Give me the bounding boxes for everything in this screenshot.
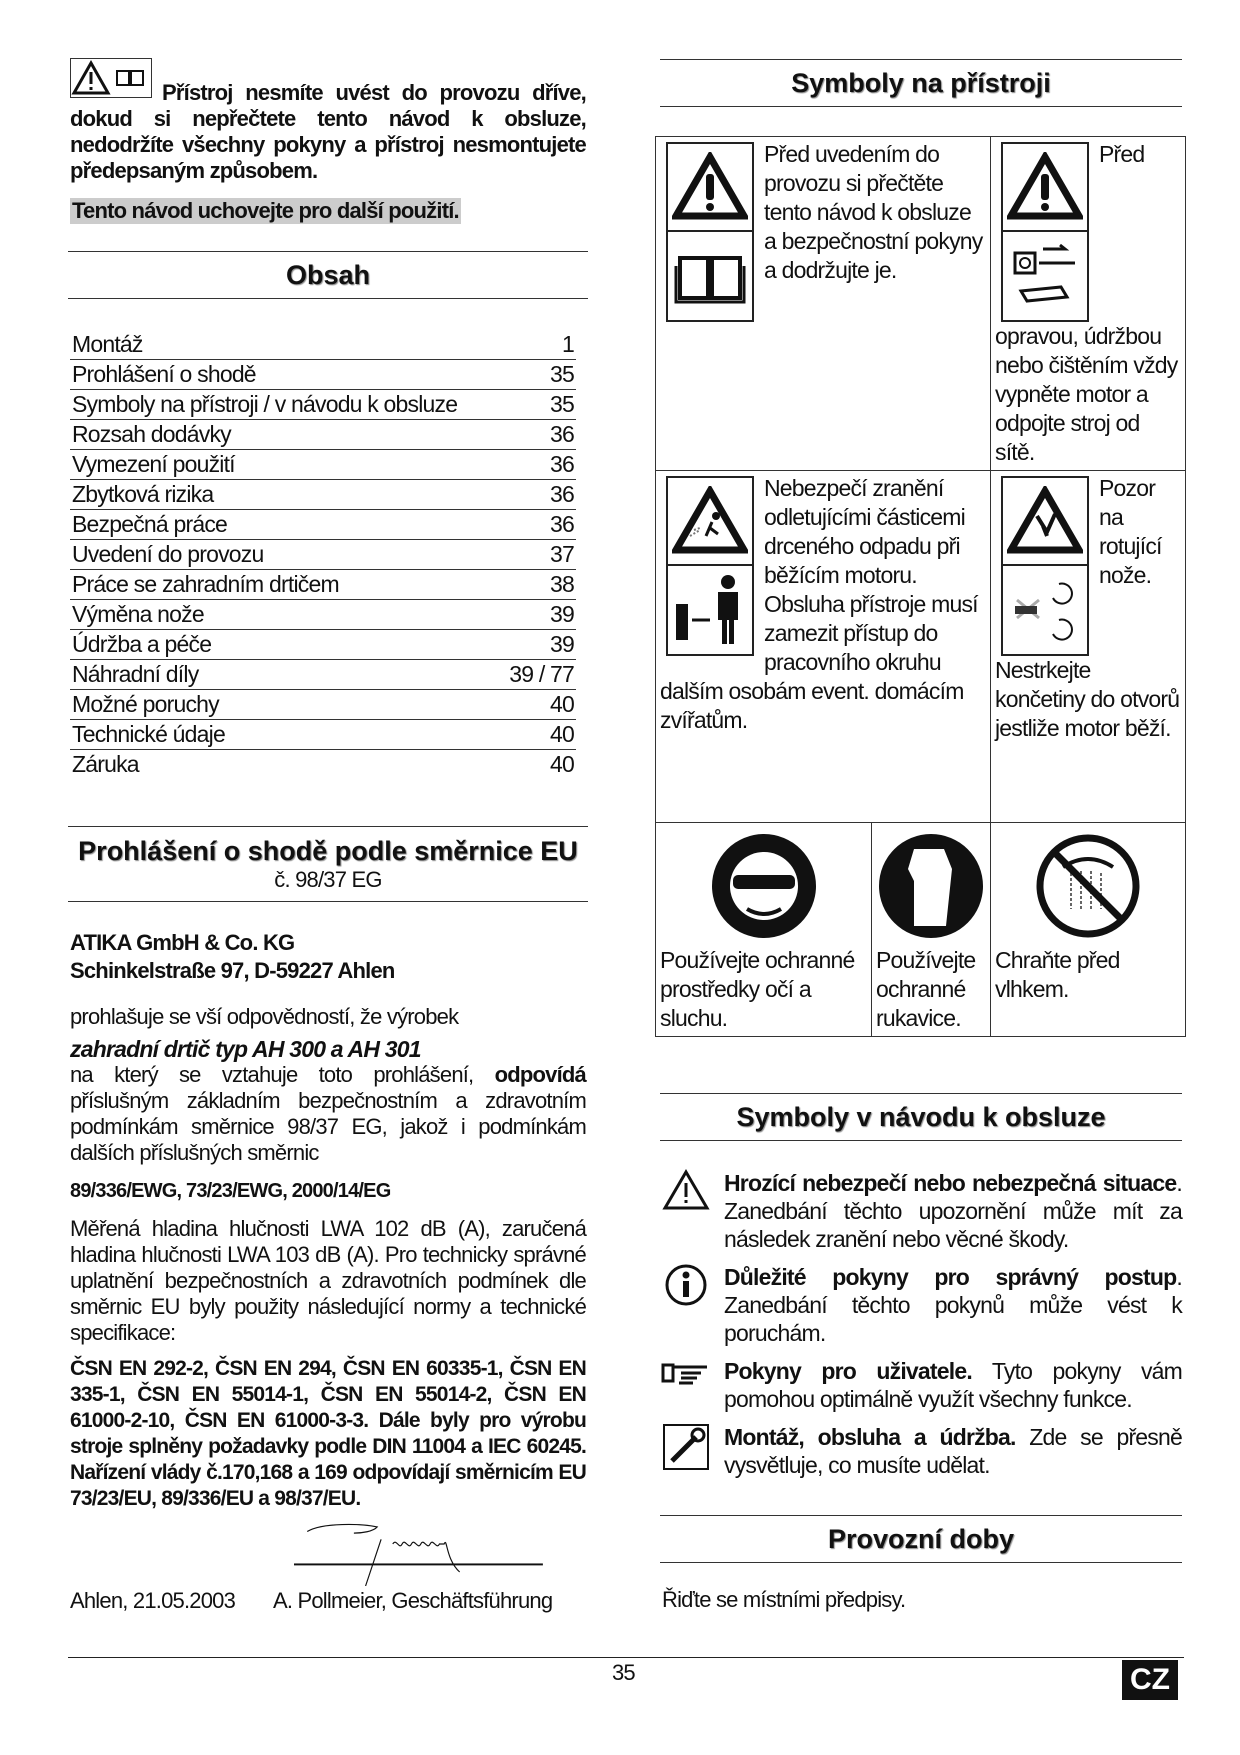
noise-text: Měřená hladina hlučnosti LWA 102 dB (A), zaručená hladina hlučnosti LWA 103 dB (A). Pro technicky správné uplatnění bezpečnostních a zdravotních podmínek dle směrnic EU byly použity následující normy a technické specifikace: xyxy=(70,1216,586,1345)
toc-entry[interactable] xyxy=(70,630,576,660)
symbol-cell-rotating-blades xyxy=(991,471,1186,823)
toc-page: 39 xyxy=(550,601,574,627)
declaration-text-1: prohlašuje se vší odpovědností, že výrobek xyxy=(70,1004,459,1029)
declaration-body xyxy=(68,902,588,1614)
place-date: Ahlen, 21.05.2003 xyxy=(70,1588,235,1613)
no-rain-icon xyxy=(995,826,1181,946)
declaration-text-2 xyxy=(70,1062,586,1166)
signatory: A. Pollmeier, Geschäftsführung xyxy=(273,1588,553,1613)
toc-label: Montáž xyxy=(72,331,143,357)
symbols-manual-title: Symboly v návodu k obsluze xyxy=(660,1093,1182,1141)
company-name: ATIKA GmbH & Co. KG xyxy=(70,930,295,955)
table-of-contents xyxy=(70,330,576,780)
symbols-table xyxy=(655,136,1186,1037)
toc-page: 36 xyxy=(550,511,574,537)
toc-page: 36 xyxy=(550,451,574,477)
symbol-legend-item xyxy=(660,1423,1182,1479)
warning-icon xyxy=(668,144,752,232)
symbol-text: Před uvedením do provozu si přečtěte tento návod k obsluze a bezpečnostní pokyny a dodržujte je. xyxy=(764,141,983,283)
eye-ear-protection-icon xyxy=(660,826,867,946)
toc-page: 35 xyxy=(550,391,574,417)
legend-rest: . Zanedbání těchto pokynů může vést k poruchám. xyxy=(724,1264,1182,1346)
toc-title: Obsah xyxy=(68,251,588,299)
legend-text xyxy=(724,1423,1182,1479)
symbol-cell-read-manual xyxy=(656,137,991,471)
flying-debris-icon xyxy=(668,478,752,566)
pointing-hand-icon xyxy=(660,1357,712,1413)
toc-entry[interactable] xyxy=(70,480,576,510)
toc-label: Bezpečná práce xyxy=(72,511,228,537)
toc-page: 37 xyxy=(550,541,574,567)
intro-section xyxy=(70,58,586,224)
toc-entry[interactable] xyxy=(70,570,576,600)
toc-entry[interactable] xyxy=(70,720,576,750)
legend-bold: Montáž, obsluha a údržba. xyxy=(724,1424,1016,1450)
right-column xyxy=(660,59,1182,1613)
toc-page: 40 xyxy=(550,721,574,747)
symbol-cell-moisture xyxy=(991,823,1186,1037)
legend-bold: Důležité pokyny pro správný postup xyxy=(724,1264,1177,1290)
toc-page: 35 xyxy=(550,361,574,387)
hand-injury-icon xyxy=(1003,478,1087,566)
safety-distance-icon xyxy=(668,566,752,654)
symbol-pictograms xyxy=(666,476,754,656)
symbol-text: Nebezpečí zranění odletujícími částicemi drceného odpadu při běžícím motoru. Obsluha přístroje musí zamezit přístup do pracovního okruhu dalším osobám event. domácím zvířatům. xyxy=(660,475,978,733)
toc-entry[interactable] xyxy=(70,450,576,480)
symbol-pictograms xyxy=(666,142,754,322)
signature xyxy=(255,1516,585,1586)
text-bold: odpovídá xyxy=(494,1062,586,1087)
toc-label: Symboly na přístroji / v návodu k obsluze xyxy=(72,391,458,417)
declaration-header xyxy=(68,826,588,902)
toc-page: 36 xyxy=(550,481,574,507)
toc-page: 1 xyxy=(562,331,574,357)
toc-entry[interactable] xyxy=(70,600,576,630)
company-address: Schinkelstraße 97, D-59227 Ahlen xyxy=(70,958,395,983)
symbol-cell-flying-debris xyxy=(656,471,991,823)
symbol-legend-item xyxy=(660,1357,1182,1413)
page-number: 35 xyxy=(612,1660,635,1685)
symbol-pictograms xyxy=(1001,476,1089,656)
symbol-cell-eye-ear-protection xyxy=(656,823,991,1037)
toc-label: Možné poruchy xyxy=(72,691,219,717)
toc-label: Práce se zahradním drtičem xyxy=(72,571,339,597)
manual-icon xyxy=(111,59,149,97)
toc-label: Uvedení do provozu xyxy=(72,541,264,567)
warning-icon xyxy=(71,59,111,97)
symbol-pictograms xyxy=(1001,142,1089,322)
toc-entry[interactable] xyxy=(70,750,576,780)
info-icon xyxy=(660,1263,712,1347)
toc-entry[interactable] xyxy=(70,330,576,360)
text: příslušným základním bezpečnostním a zdravotním podmínkám směrnice 98/37 EG, jakož i podmínkám dalších příslušných směrnic xyxy=(70,1088,586,1165)
symbol-text: Před opravou, údržbou nebo čištěním vždy vypněte motor a odpojte stroj od sítě. xyxy=(995,141,1178,465)
toc-label: Údržba a péče xyxy=(72,631,212,657)
warning-icon xyxy=(1003,144,1087,232)
rotating-blade-icon xyxy=(1003,566,1087,654)
text: na který se vztahuje toto prohlášení, xyxy=(70,1062,495,1087)
symbol-text: Chraňte před vlhkem. xyxy=(995,947,1120,1002)
declaration-subtitle: č. 98/37 EG xyxy=(274,867,382,892)
toc-entry[interactable] xyxy=(70,540,576,570)
toc-entry[interactable] xyxy=(70,510,576,540)
toc-label: Náhradní díly xyxy=(72,661,199,687)
intro-warning: Přístroj nesmíte uvést do provozu dříve, dokud si nepřečtete tento návod k obsluze, nedodržíte všechny pokyny a přístroj nesmontujete předepsaným způsobem. xyxy=(70,80,586,183)
operating-times-text: Řiďte se místními předpisy. xyxy=(662,1587,906,1612)
legend-rest: Zde se přesně vysvětluje, co musíte udělat. xyxy=(724,1424,1182,1478)
toc-entry[interactable] xyxy=(70,420,576,450)
declaration-title: Prohlášení o shodě podle směrnice EU xyxy=(78,836,578,866)
signature-line xyxy=(70,1588,586,1614)
gloves-icon xyxy=(876,826,986,946)
toc-label: Záruka xyxy=(72,751,139,777)
symbol-legend-item xyxy=(660,1169,1182,1253)
toc-page: 40 xyxy=(550,691,574,717)
symbol-text: Používejte ochranné rukavice. xyxy=(876,947,976,1031)
keep-note: Tento návod uchovejte pro další použití. xyxy=(72,198,459,223)
legend-bold: Pokyny pro uživatele. xyxy=(724,1358,972,1384)
toc-label: Rozsah dodávky xyxy=(72,421,231,447)
toc-entry[interactable] xyxy=(70,390,576,420)
legend-bold: Hrozící nebezpečí nebo nebezpečná situace xyxy=(724,1170,1177,1196)
book-icon xyxy=(668,232,752,320)
toc-label: Zbytková rizika xyxy=(72,481,214,507)
toc-entry[interactable] xyxy=(70,360,576,390)
plug-icon xyxy=(1003,232,1087,320)
toc-label: Prohlášení o shodě xyxy=(72,361,256,387)
toc-entry[interactable] xyxy=(70,660,576,690)
declaration-section xyxy=(68,826,588,1614)
legend-text xyxy=(724,1169,1182,1253)
operating-times-title: Provozní doby xyxy=(660,1515,1182,1563)
footer-divider xyxy=(68,1657,1184,1658)
toc-label: Technické údaje xyxy=(72,721,225,747)
legend-text xyxy=(724,1357,1182,1413)
toc-label: Vymezení použití xyxy=(72,451,235,477)
toc-page: 39 / 77 xyxy=(509,661,574,687)
warning-manual-icons xyxy=(70,58,152,98)
toc-page: 40 xyxy=(550,751,574,777)
product-name: zahradní drtič typ AH 300 a AH 301 xyxy=(70,1036,421,1062)
toc-label: Výměna nože xyxy=(72,601,204,627)
symbol-text: Používejte ochranné prostředky očí a sluchu. xyxy=(660,947,855,1031)
legend-rest: . Zanedbání těchto upozornění může mít za následek zranění nebo věcné škody. xyxy=(724,1170,1182,1252)
toc-page: 36 xyxy=(550,421,574,447)
warning-icon xyxy=(660,1169,712,1253)
symbols-device-title: Symboly na přístroji xyxy=(660,59,1182,107)
symbol-text: Pozor na rotující nože. Nestrkejte končetiny do otvorů jestliže motor běží. xyxy=(995,475,1180,741)
symbol-cell-disconnect xyxy=(991,137,1186,471)
directives: 89/336/EWG, 73/23/EWG, 2000/14/EG xyxy=(70,1180,391,1202)
toc-page: 39 xyxy=(550,631,574,657)
toc-page: 38 xyxy=(550,571,574,597)
toc-entry[interactable] xyxy=(70,690,576,720)
legend-text xyxy=(724,1263,1182,1347)
norms-text: ČSN EN 292-2, ČSN EN 294, ČSN EN 60335-1, ČSN EN 335-1, ČSN EN 55014-1, ČSN EN 55014-2, ČSN EN 61000-2-10, ČSN EN 61000-3-3. Dále byly pro výrobu stroje splněny požadavky podle DIN 11004 a IEC 60245. Nařízení vlády č.170,168 a 169 odpovídají směrnicím EU 73/23/EU, 89/336/EU a 98/37/EU. xyxy=(70,1357,586,1510)
legend-rest: Tyto pokyny vám pomohou optimálně využít všechny funkce. xyxy=(724,1358,1182,1412)
symbols-manual-list xyxy=(660,1169,1182,1489)
wrench-icon xyxy=(660,1423,712,1479)
symbol-legend-item xyxy=(660,1263,1182,1347)
language-badge: CZ xyxy=(1122,1660,1178,1700)
